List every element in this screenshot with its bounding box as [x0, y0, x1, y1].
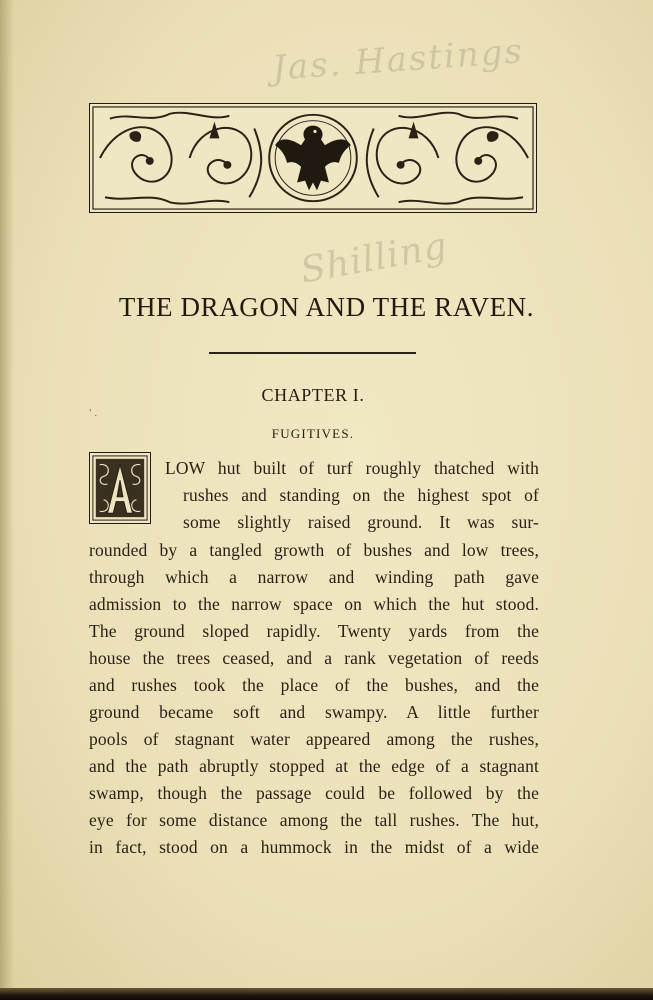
body-line: The ground sloped rapidly. Twenty yards from the — [89, 621, 539, 641]
stray-mark: ' . — [89, 409, 98, 419]
body-line: LOW hut built of turf roughly thatched with — [165, 458, 539, 478]
body-line: rushes and standing on the highest spot of — [183, 485, 539, 505]
chapter-number: CHAPTER I. — [261, 385, 365, 405]
body-line: admission to the narrow space on which the hut stood. — [89, 594, 539, 614]
pencil-annotation-top: Jas. Hastings — [270, 31, 526, 89]
body-line: through which a narrow and winding path gave — [89, 567, 539, 587]
eagle-icon — [269, 115, 357, 201]
body-line: and rushes took the place of the bushes, and the — [89, 675, 539, 695]
body-line: house the trees ceased, and a rank vegetation of reeds — [89, 648, 539, 668]
body-line: ground became soft and swampy. A little further — [89, 702, 539, 722]
body-line: rounded by a tangled growth of bushes and low trees, — [89, 540, 539, 560]
drop-cap-ornament — [89, 452, 151, 524]
body-line: and the path abruptly stopped at the edge of a stagnant — [89, 756, 539, 776]
chapter-title: FUGITIVES. — [271, 426, 355, 441]
book-title: THE DRAGON AND THE RAVEN. — [118, 292, 535, 322]
headpiece-ornament — [89, 103, 537, 213]
body-line: in fact, stood on a hummock in the midst of a wide — [89, 837, 539, 857]
body-line: eye for some distance among the tall rushes. The hut, — [89, 810, 539, 830]
title-rule — [209, 352, 416, 354]
letter-a-icon — [90, 453, 150, 523]
spine-shadow — [0, 0, 14, 1000]
body-line: swamp, though the passage could be followed by the — [89, 783, 539, 803]
foliage-scroll-icon — [90, 104, 536, 212]
body-line: some slightly raised ground. It was sur- — [183, 512, 539, 532]
body-line: pools of stagnant water appeared among the rushes, — [89, 729, 539, 749]
page-bottom-edge — [0, 988, 653, 1000]
pencil-annotation-price: Shilling — [297, 225, 451, 292]
